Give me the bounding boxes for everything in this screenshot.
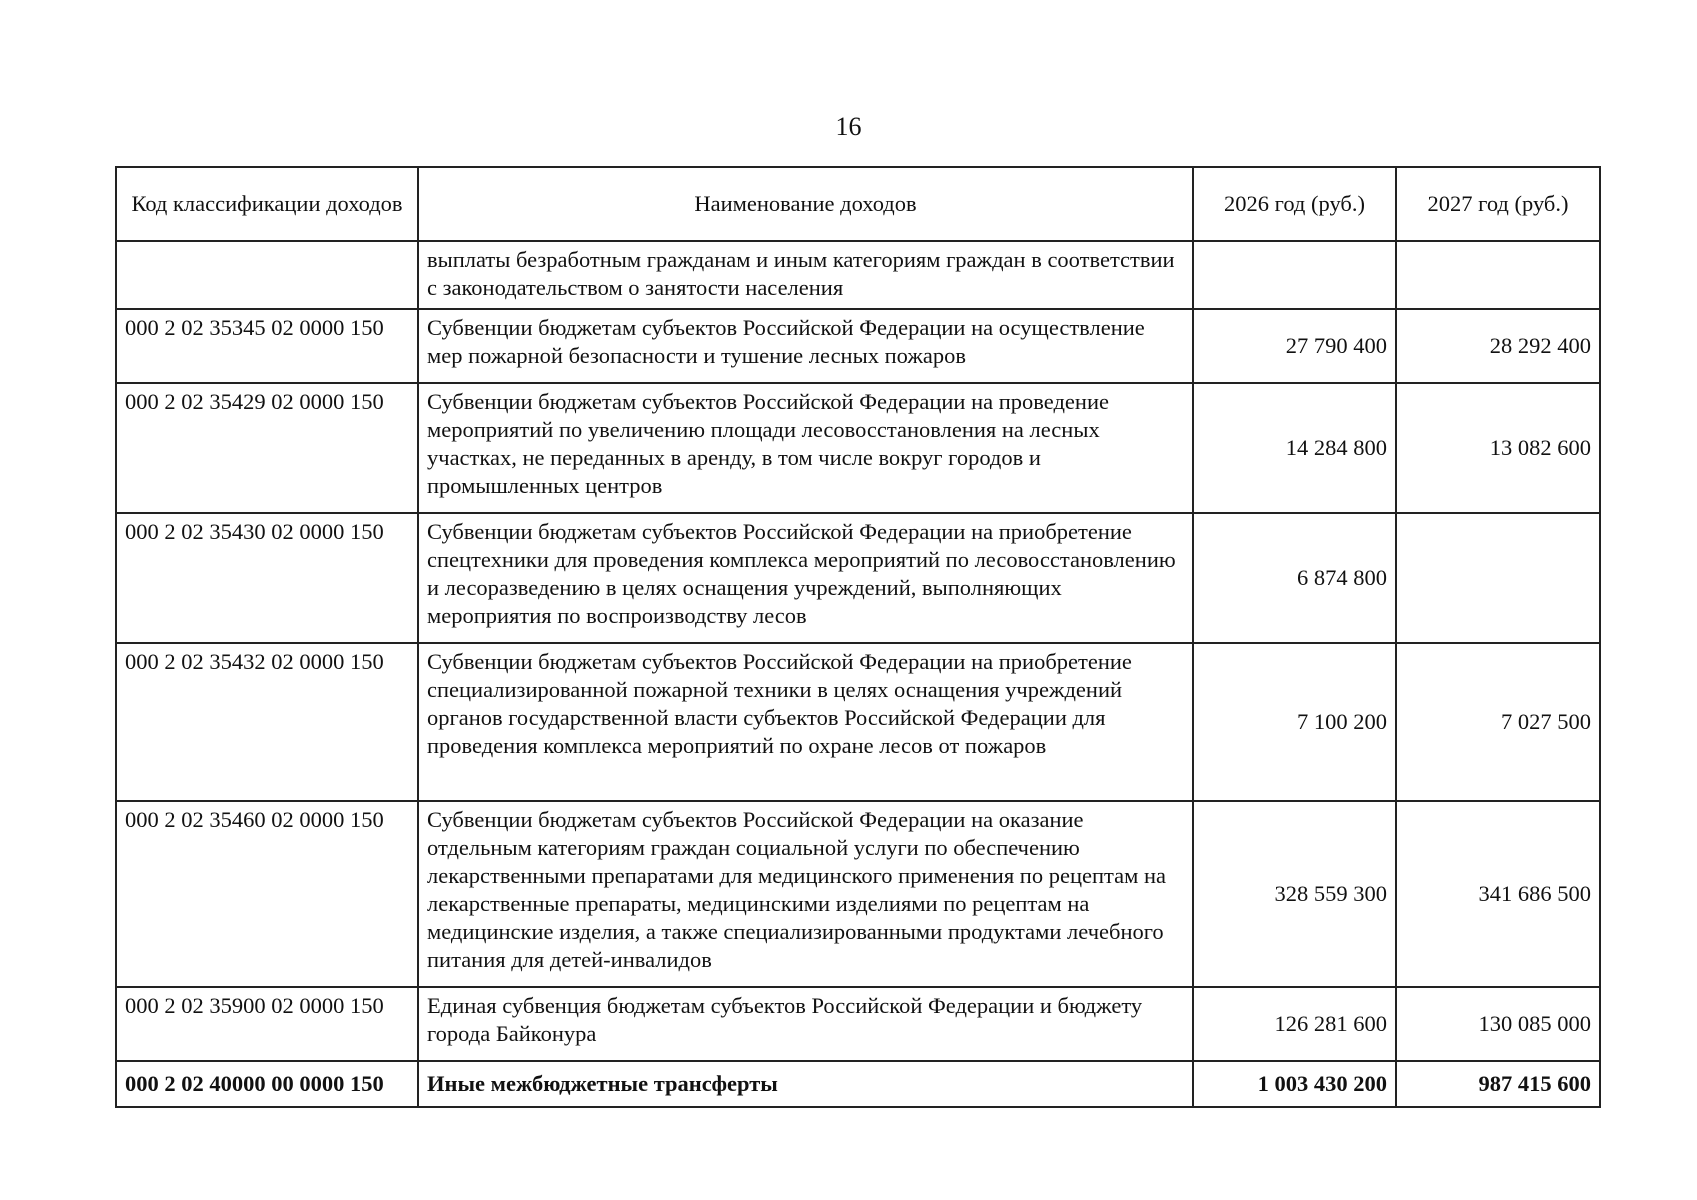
row-code: 000 2 02 35430 02 0000 150: [116, 513, 418, 643]
row-value-2026: 6 874 800: [1193, 513, 1396, 643]
header-year-2027: 2027 год (руб.): [1396, 167, 1600, 241]
header-name: Наименование доходов: [418, 167, 1193, 241]
row-value-2027: [1396, 241, 1600, 309]
row-name: Иные межбюджетные трансферты: [418, 1061, 1193, 1107]
row-value-2026: 14 284 800: [1193, 383, 1396, 513]
revenue-table: [115, 166, 1601, 1108]
table-row: [116, 383, 1600, 513]
row-code: 000 2 02 35345 02 0000 150: [116, 309, 418, 383]
row-value-2027: [1396, 513, 1600, 643]
row-name: Субвенции бюджетам субъектов Российской Федерации на оказание отдельным категориям граждан социальной услуги по обеспечению лекарственными препаратами для медицинского применения по рецептам на лекарственные препараты, медицинскими изделиями по рецептам на медицинские изделия, а также специализированными продуктами лечебного питания для детей-инвалидов: [418, 801, 1193, 987]
table-row: [116, 241, 1600, 309]
page-number: 16: [835, 112, 862, 141]
row-code: 000 2 02 35900 02 0000 150: [116, 987, 418, 1061]
header-year-2026: 2026 год (руб.): [1193, 167, 1396, 241]
row-code: 000 2 02 35460 02 0000 150: [116, 801, 418, 987]
row-code: 000 2 02 35432 02 0000 150: [116, 643, 418, 801]
row-value-2027: 987 415 600: [1396, 1061, 1600, 1107]
row-value-2026: [1193, 241, 1396, 309]
row-value-2027: 13 082 600: [1396, 383, 1600, 513]
table-row: [116, 801, 1600, 987]
table-row: [116, 513, 1600, 643]
table-row: [116, 987, 1600, 1061]
row-value-2026: 1 003 430 200: [1193, 1061, 1396, 1107]
row-name: Единая субвенция бюджетам субъектов Российской Федерации и бюджету города Байконура: [418, 987, 1193, 1061]
row-code: 000 2 02 35429 02 0000 150: [116, 383, 418, 513]
row-value-2026: 126 281 600: [1193, 987, 1396, 1061]
row-value-2027: 341 686 500: [1396, 801, 1600, 987]
header-code: Код классификации доходов: [116, 167, 418, 241]
row-code: [116, 241, 418, 309]
table-header-row: [116, 167, 1600, 241]
row-code: 000 2 02 40000 00 0000 150: [116, 1061, 418, 1107]
row-value-2026: 7 100 200: [1193, 643, 1396, 801]
row-name: Субвенции бюджетам субъектов Российской Федерации на проведение мероприятий по увеличению площади лесовосстановления на лесных участках, не переданных в аренду, в том числе вокруг городов и промышленных центров: [418, 383, 1193, 513]
row-name: выплаты безработным гражданам и иным категориям граждан в соответствии с законодательством о занятости населения: [418, 241, 1193, 309]
row-value-2027: 28 292 400: [1396, 309, 1600, 383]
row-value-2027: 130 085 000: [1396, 987, 1600, 1061]
row-value-2026: 328 559 300: [1193, 801, 1396, 987]
row-value-2026: 27 790 400: [1193, 309, 1396, 383]
row-name: Субвенции бюджетам субъектов Российской Федерации на осуществление мер пожарной безопасности и тушение лесных пожаров: [418, 309, 1193, 383]
table-row: [116, 643, 1600, 801]
table-row: [116, 309, 1600, 383]
row-name: Субвенции бюджетам субъектов Российской Федерации на приобретение специализированной пожарной техники в целях оснащения учреждений органов государственной власти субъектов Российской Федерации для проведения комплекса мероприятий по охране лесов от пожаров: [418, 643, 1193, 801]
row-value-2027: 7 027 500: [1396, 643, 1600, 801]
table-total-row: [116, 1061, 1600, 1107]
row-name: Субвенции бюджетам субъектов Российской Федерации на приобретение спецтехники для проведения комплекса мероприятий по лесовосстановлению и лесоразведению в целях оснащения учреждений, выполняющих мероприятия по воспроизводству лесов: [418, 513, 1193, 643]
